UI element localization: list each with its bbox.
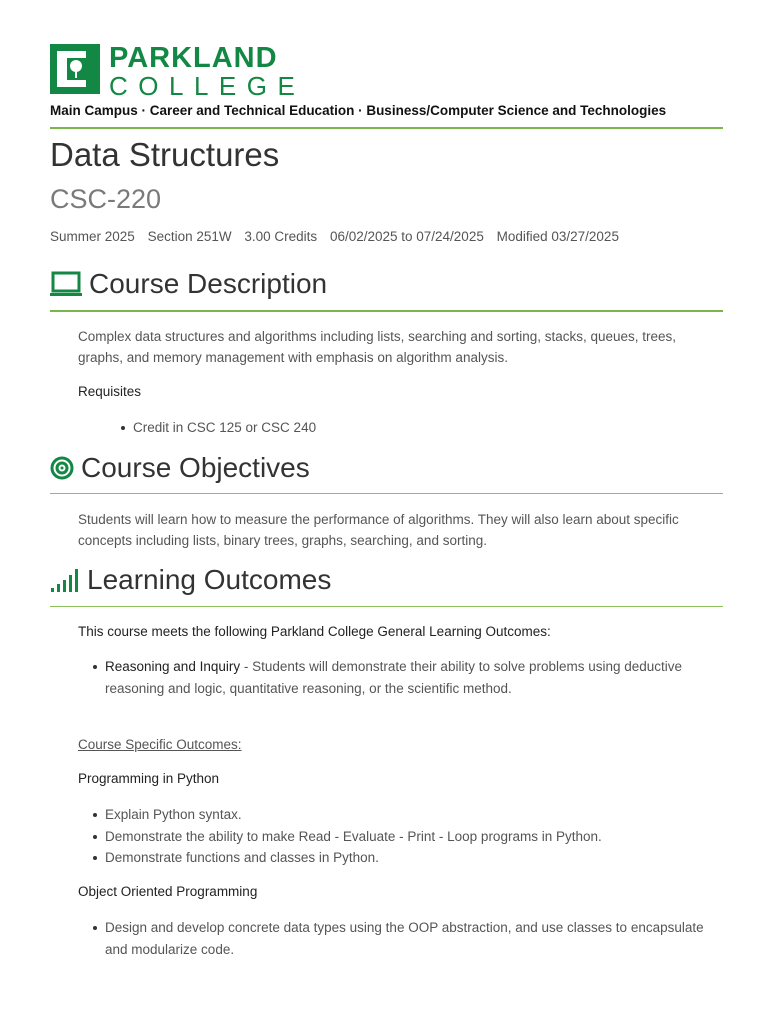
logo-text-college: COLLEGE <box>109 71 306 101</box>
course-specific-outcomes-label: Course Specific Outcomes: <box>78 737 242 752</box>
section-heading-outcomes: Learning Outcomes <box>50 564 331 596</box>
outcome-name: Reasoning and Inquiry <box>105 659 241 674</box>
list-item: Design and develop concrete data types using the OOP abstraction, and use classes to encapsulate and modularize code. <box>105 917 705 960</box>
requisites-label: Requisites <box>78 384 142 399</box>
meta-dates: 06/02/2025 to 07/24/2025 <box>329 229 484 244</box>
outcome-group-title: Programming in Python <box>78 771 220 786</box>
outcome-group-title: Object Oriented Programming <box>78 884 258 899</box>
list-item: Demonstrate functions and classes in Python. <box>105 847 705 869</box>
page-title: Data Structures <box>50 136 280 173</box>
general-outcomes-list <box>105 656 705 699</box>
parkland-college-logo[interactable] <box>50 44 305 100</box>
list-item <box>105 656 705 699</box>
section-heading-objectives: Course Objectives <box>50 452 310 484</box>
requisites-list <box>133 417 693 439</box>
meta-term: Summer 2025 <box>50 229 135 244</box>
signal-bars-icon <box>50 567 80 593</box>
outcome-text: - Students will demonstrate their ability to solve problems using deductive reasoning and logic, quantitative reasoning, or the scientific method. <box>105 659 683 696</box>
objectives-divider <box>50 493 723 494</box>
objectives-text: Students will learn how to measure the performance of algorithms. They will also learn about specific concepts including lists, binary trees, graphs, searching, and sorting. <box>78 512 679 548</box>
course-meta <box>50 229 628 244</box>
breadcrumb: Main Campus · Career and Technical Education · Business/Computer Science and Technologies <box>50 103 667 118</box>
description-text: Complex data structures and algorithms including lists, searching and sorting, stacks, queues, trees, graphs, and memory management with emphasis on algorithm analysis. <box>78 329 677 365</box>
meta-modified: Modified 03/27/2025 <box>496 229 619 244</box>
header-divider <box>50 127 723 129</box>
list-item: Credit in CSC 125 or CSC 240 <box>133 417 693 439</box>
list-item: Explain Python syntax. <box>105 804 705 826</box>
target-icon <box>50 456 74 480</box>
logo-text-parkland: PARKLAND <box>109 42 278 74</box>
outcomes-divider <box>50 606 723 607</box>
list-item: Demonstrate the ability to make Read - Evaluate - Print - Loop programs in Python. <box>105 826 705 848</box>
oop-outcomes-list <box>105 917 705 960</box>
meta-credits: 3.00 Credits <box>244 229 318 244</box>
python-outcomes-list <box>105 804 705 869</box>
section-heading-description: Course Description <box>50 268 327 300</box>
description-divider <box>50 310 723 312</box>
tree-logo-icon <box>50 44 100 94</box>
outcomes-intro: This course meets the following Parkland College General Learning Outcomes: <box>78 624 551 639</box>
meta-section: Section 251W <box>147 229 232 244</box>
course-code: CSC-220 <box>50 184 162 214</box>
laptop-icon <box>50 270 82 298</box>
